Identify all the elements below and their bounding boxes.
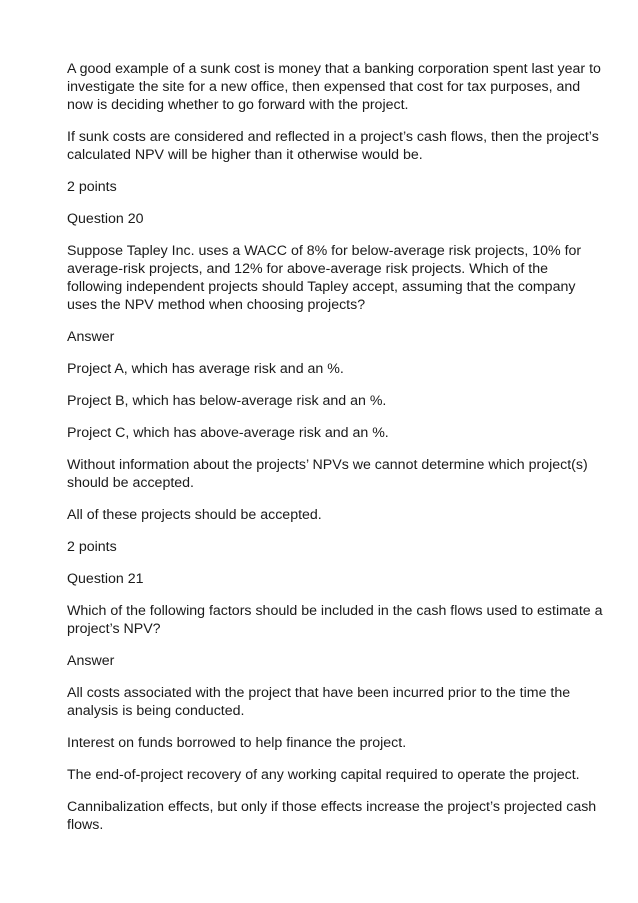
document-page <box>67 60 607 848</box>
question-heading: Question 21 <box>67 571 144 587</box>
question-text: Which of the following factors should be included in the cash flows used to estimate a project’s NPV? <box>67 603 603 637</box>
answer-option: All of these projects should be accepted. <box>67 507 322 523</box>
answer-option: Project A, which has average risk and an %. <box>67 361 344 377</box>
answer-option: Without information about the projects’ NPVs we cannot determine which project(s) should be accepted. <box>67 457 588 491</box>
sunk-cost-npv-paragraph: If sunk costs are considered and reflected in a project’s cash flows, then the project’s calculated NPV will be higher than it otherwise would be. <box>67 129 599 163</box>
answer-label: Answer <box>67 653 115 669</box>
question-heading: Question 20 <box>67 211 144 227</box>
answer-option: Interest on funds borrowed to help finance the project. <box>67 735 407 751</box>
answer-option: All costs associated with the project that have been incurred prior to the time the analysis is being conducted. <box>67 685 571 719</box>
points-label: 2 points <box>67 179 117 195</box>
sunk-cost-example-paragraph: A good example of a sunk cost is money that a banking corporation spent last year to investigate the site for a new office, then expensed that cost for tax purposes, and now is deciding whether to go forward with the project. <box>67 61 601 113</box>
points-label: 2 points <box>67 539 117 555</box>
answer-option: Project B, which has below-average risk and an %. <box>67 393 387 409</box>
question-text: Suppose Tapley Inc. uses a WACC of 8% for below-average risk projects, 10% for average-risk projects, and 12% for above-average risk projects. Which of the following independent projects should Tapley accept, assuming that the company uses the NPV method when choosing projects? <box>67 243 582 313</box>
answer-option: Project C, which has above-average risk and an %. <box>67 425 389 441</box>
answer-label: Answer <box>67 329 115 345</box>
answer-option: The end-of-project recovery of any working capital required to operate the project. <box>67 767 580 783</box>
answer-option: Cannibalization effects, but only if those effects increase the project’s projected cash flows. <box>67 799 597 833</box>
